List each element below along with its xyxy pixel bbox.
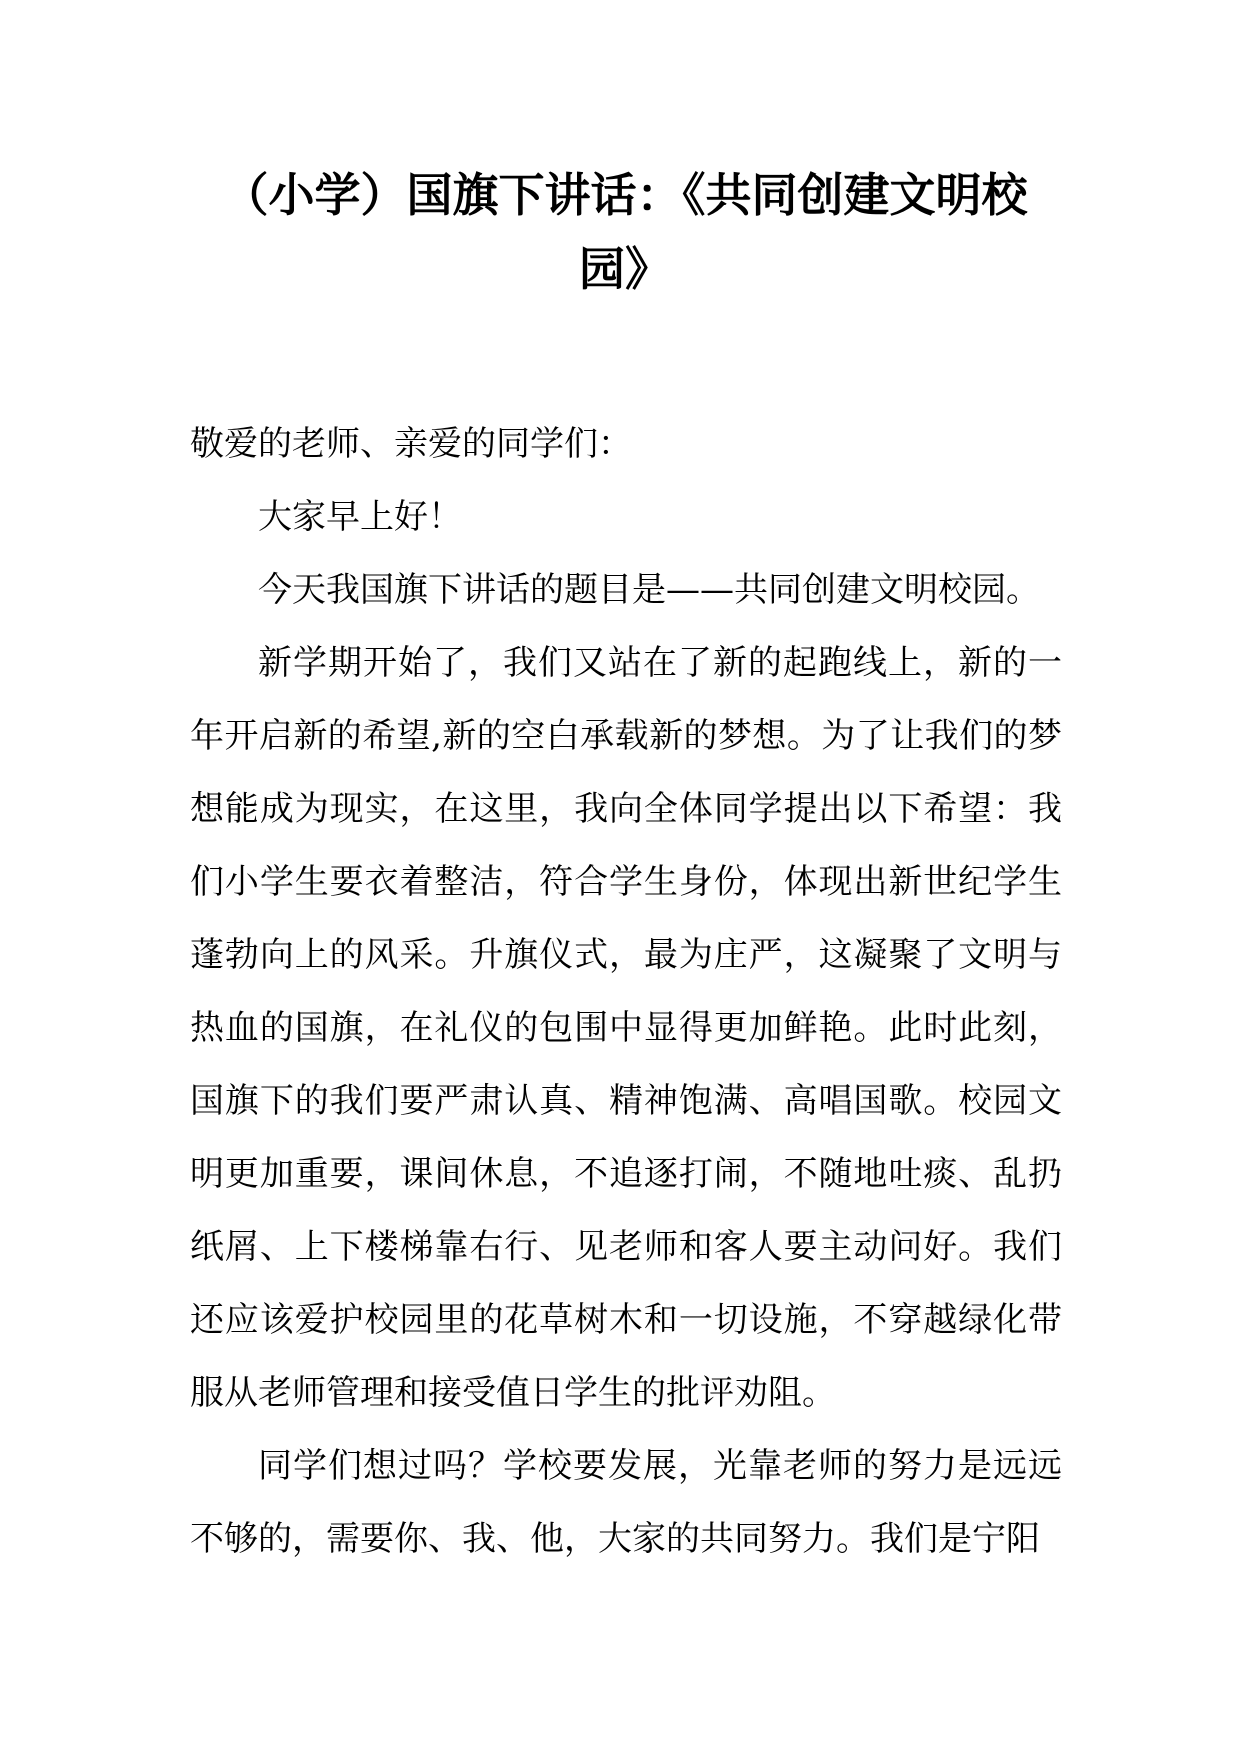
paragraph-topic: 今天我国旗下讲话的题目是——共同创建文明校园。 [258,570,1040,610]
salutation: 敬爱的老师、亲爱的同学们： [190,424,632,464]
document-body [190,408,1062,1576]
paragraph-greeting: 大家早上好！ [258,497,462,537]
paragraph-effort: 同学们想过吗？学校要发展，光靠老师的努力是远远不够的，需要你、我、他，大家的共同努力。我们是宁阳 [190,1446,1062,1559]
paragraph-hopes: 新学期开始了，我们又站在了新的起跑线上，新的一年开启新的希望,新的空白承载新的梦想。为了让我们的梦想能成为现实，在这里，我向全体同学提出以下希望：我们小学生要衣着整洁，符合学生身份，体现出新世纪学生蓬勃向上的风采。升旗仪式，最为庄严，这凝聚了文明与热血的国旗，在礼仪的包围中显得更加鲜艳。此时此刻，国旗下的我们要严肃认真、精神饱满、高唱国歌。校园文明更加重要，课间休息，不追逐打闹，不随地吐痰、乱扔纸屑、上下楼梯靠右行、见老师和客人要主动问好。我们还应该爱护校园里的花草树木和一切设施，不穿越绿化带服从老师管理和接受值日学生的批评劝阻。 [190,643,1062,1413]
document-title: （小学）国旗下讲话：《共同创建文明校园》 [222,168,1028,296]
